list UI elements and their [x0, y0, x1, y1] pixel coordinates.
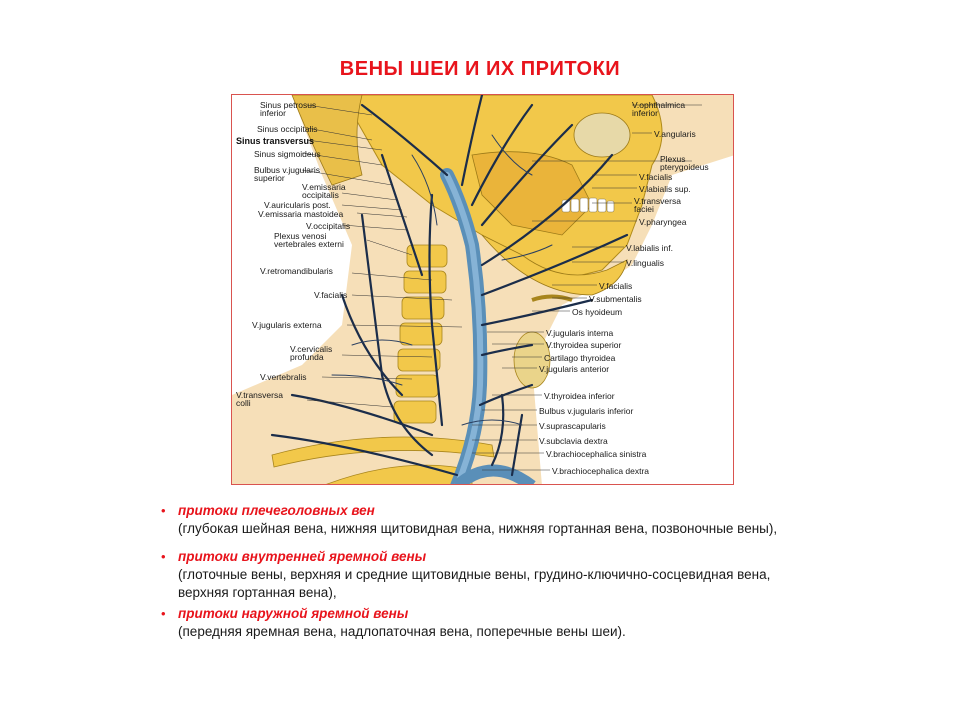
anatomy-illustration: [231, 94, 734, 485]
label-v-emissaria-mastoidea: V.emissaria mastoidea: [258, 209, 344, 219]
bullet-heading: притоки наружной яремной вены: [178, 606, 409, 621]
label-sinus-transversus: Sinus transversus: [236, 136, 315, 146]
label-v-transversa-colli: V.transversa colli: [236, 390, 283, 408]
label-v-auricularis-post: V.auricularis post.: [264, 200, 331, 210]
bullet-text: (глубокая шейная вена, нижняя щитовидная вена, нижняя гортанная вена, позвоночные вены),: [178, 521, 778, 536]
label-v-suprascapularis: V.suprascapularis: [539, 421, 606, 431]
label-v-emissaria-occipitalis: V.emissaria occipitalis: [302, 182, 346, 200]
label-v-angularis: V.angularis: [654, 129, 696, 139]
label-v-subclavia-dextra: V.subclavia dextra: [539, 436, 608, 446]
label-sinus-sigmoideus: Sinus sigmoideus: [254, 149, 321, 159]
label-v-thyroidea-inferior: V.thyroidea inferior: [544, 391, 615, 401]
label-v-facialis-right: V.facialis: [599, 281, 633, 291]
label-v-labialis-inf: V.labialis inf.: [626, 243, 673, 253]
label-bulbus-jugularis-inferior: Bulbus v.jugularis inferior: [539, 406, 634, 416]
label-v-facialis-left: V.facialis: [314, 290, 348, 300]
label-v-facialis-right-top: V.facialis: [639, 172, 673, 182]
bullet-icon: •: [161, 549, 166, 564]
list-item: [156, 605, 876, 641]
bullet-heading: притоки внутренней яремной вены: [178, 549, 427, 564]
label-v-retromandibularis: V.retromandibularis: [260, 266, 333, 276]
label-v-labialis-sup: V.labialis sup.: [639, 184, 691, 194]
label-v-vertebralis: V.vertebralis: [260, 372, 307, 382]
label-v-jugularis-externa: V.jugularis externa: [252, 320, 322, 330]
label-v-brachiocephalica-sinistra: V.brachiocephalica sinistra: [546, 449, 647, 459]
label-sinus-petrosus-inferior: Sinus petrosus inferior: [260, 100, 317, 118]
tributaries-list: [156, 502, 876, 644]
label-v-transversa-faciei: V.transversa faciei: [634, 196, 681, 214]
label-os-hyoideum: Os hyoideum: [572, 307, 623, 317]
label-v-cervicalis-profunda: V.cervicalis profunda: [290, 344, 333, 362]
label-v-submentalis: V.submentalis: [589, 294, 642, 304]
label-v-occipitalis: V.occipitalis: [306, 221, 351, 231]
label-v-jugularis-anterior: V.jugularis anterior: [539, 364, 610, 374]
label-v-pharyngea: V.pharyngea: [639, 217, 687, 227]
label-v-brachiocephalica-dextra: V.brachiocephalica dextra: [552, 466, 650, 476]
bullet-icon: •: [161, 503, 166, 518]
slide-title: ВЕНЫ ШЕИ И ИХ ПРИТОКИ: [339, 58, 621, 80]
bullet-heading: притоки плечеголовных вен: [178, 503, 375, 518]
bullet-icon: •: [161, 606, 166, 621]
label-plexus-venosi-vertebrales: Plexus venosi vertebrales externi: [274, 231, 344, 249]
label-bulbus-jugularis-superior: Bulbus v.jugularis superior: [254, 165, 320, 183]
label-cartilago-thyroidea: Cartilago thyroidea: [544, 353, 616, 363]
bullet-text: (глоточные вены, верхняя и средние щитовидные вены, грудино-ключично-сосцевидная вена, верхняя гортанная вена),: [178, 567, 771, 600]
label-v-jugularis-interna: V.jugularis interna: [546, 328, 614, 338]
list-item: [156, 502, 876, 538]
label-v-thyroidea-superior: V.thyroidea superior: [546, 340, 622, 350]
label-sinus-occipitalis: Sinus occipitalis: [257, 124, 318, 134]
list-item: [156, 548, 876, 602]
label-v-lingualis: V.lingualis: [626, 258, 664, 268]
label-plexus-pterygoideus: Plexus pterygoideus: [660, 154, 709, 172]
bullet-text: (передняя яремная вена, надлопаточная вена, поперечные вены шеи).: [178, 624, 626, 639]
label-v-ophthalmica-inferior: V.ophthalmica inferior: [632, 100, 686, 118]
